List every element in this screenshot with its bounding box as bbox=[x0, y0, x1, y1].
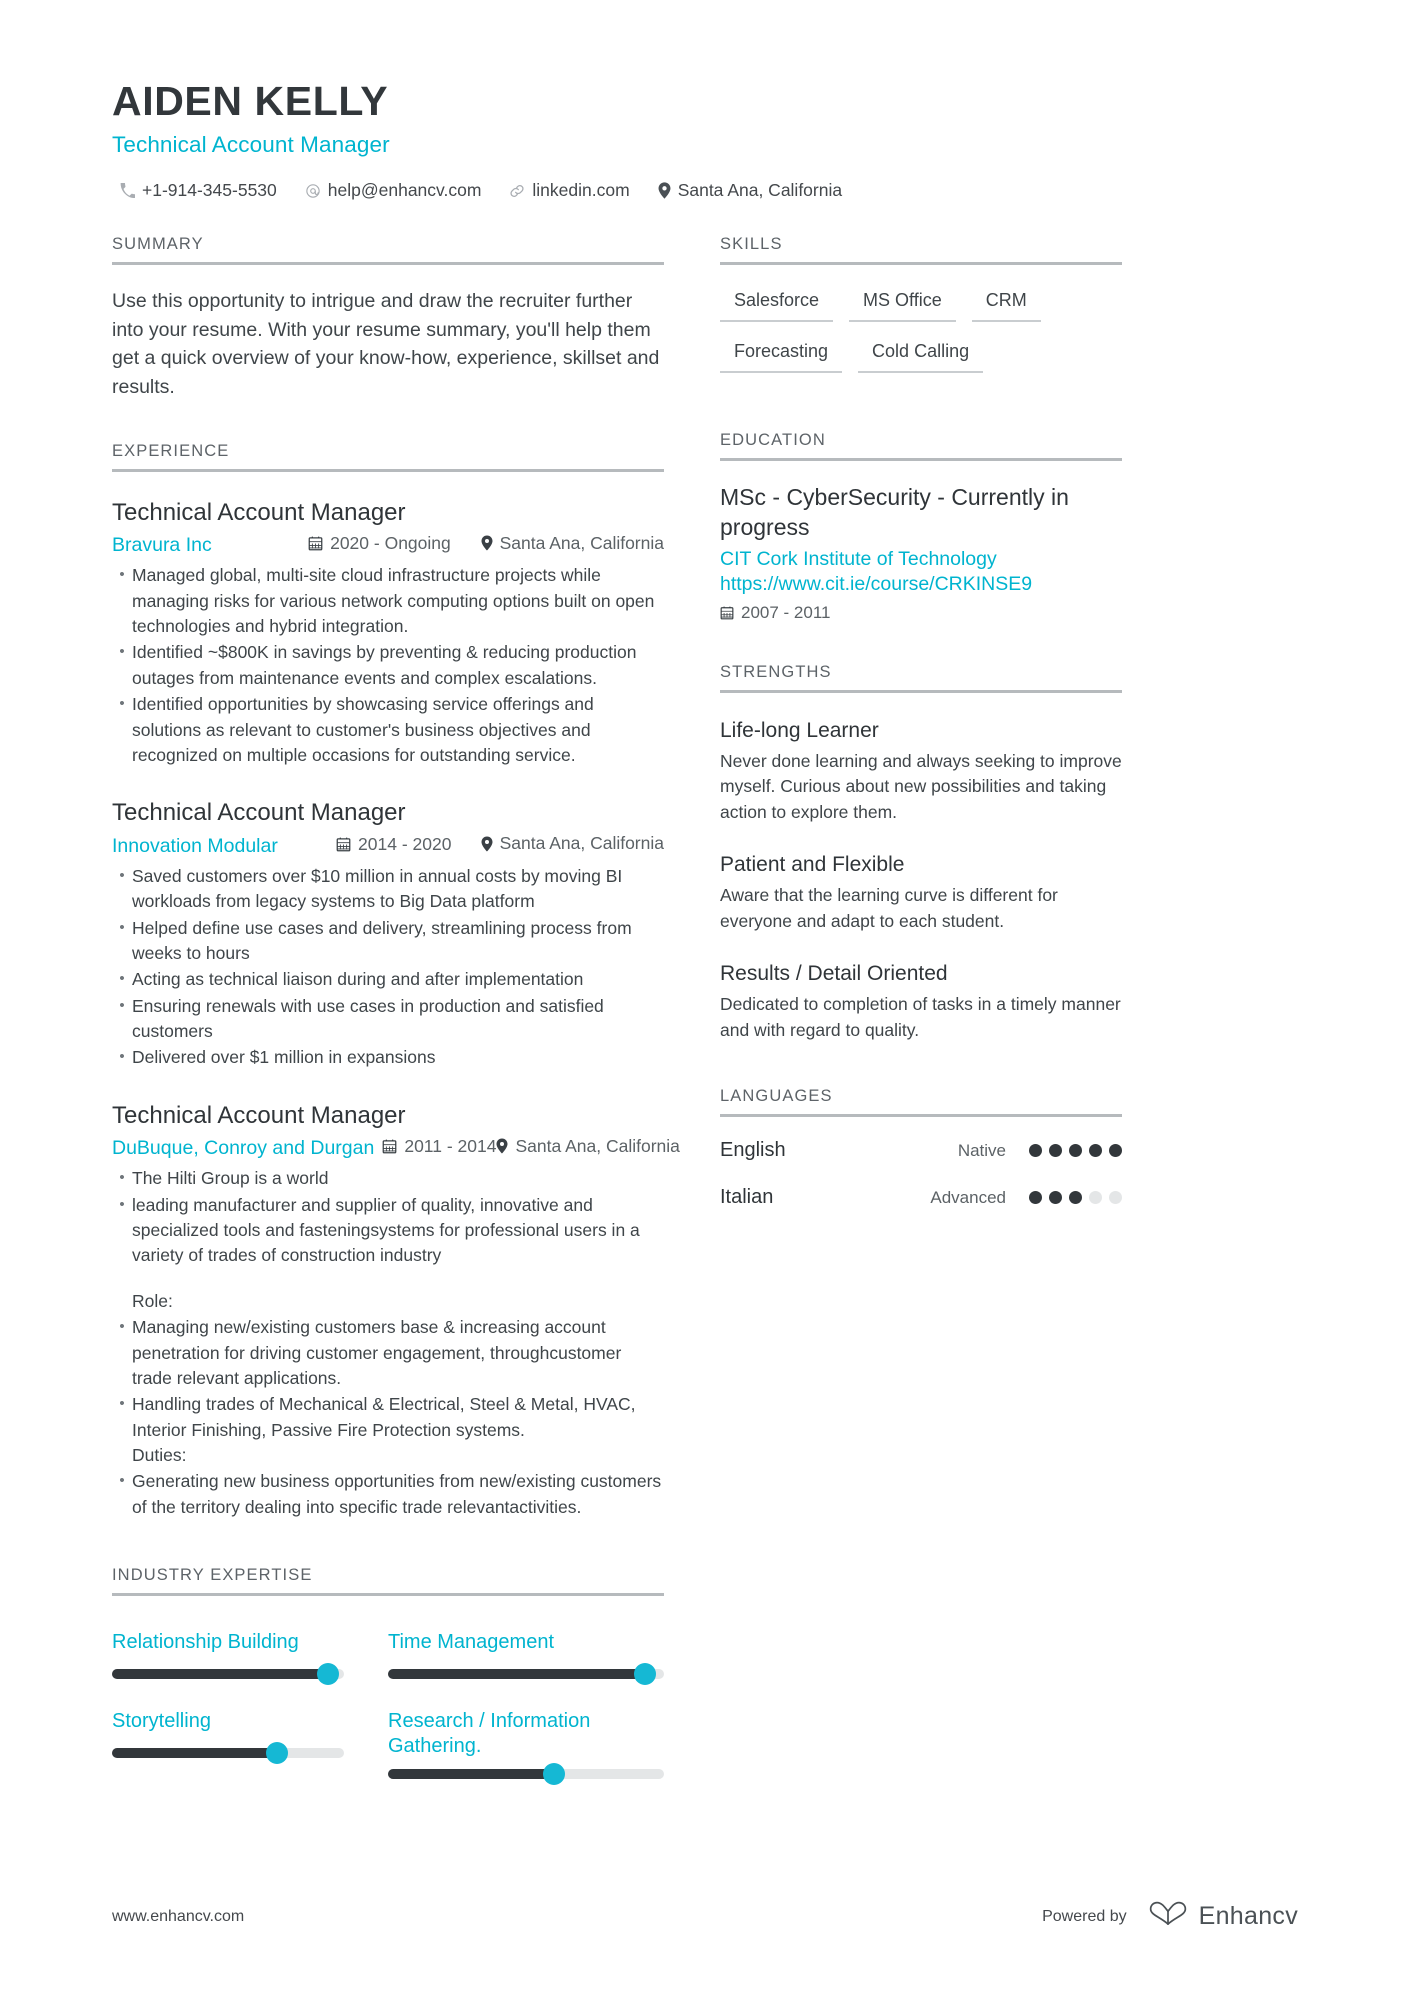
bullet-dot: • bbox=[119, 643, 125, 661]
expertise-label: Storytelling bbox=[112, 1710, 211, 1733]
section-experience bbox=[112, 441, 680, 1520]
bullet-dot: • bbox=[119, 1195, 125, 1213]
bullet-item bbox=[112, 916, 664, 967]
bullet-text: Saved customers over $10 million in annual costs by moving BI workloads from legacy systems to Big Data platform bbox=[132, 865, 623, 912]
calendar-icon bbox=[382, 1139, 397, 1154]
strength-item bbox=[720, 717, 1122, 825]
summary-heading: SUMMARY bbox=[112, 235, 664, 265]
phone-icon bbox=[120, 183, 135, 198]
language-name: Italian bbox=[720, 1186, 774, 1209]
bullet-item bbox=[112, 640, 664, 691]
expertise-label: Time Management bbox=[388, 1631, 554, 1654]
expertise-slider-fill bbox=[388, 1669, 645, 1679]
job-bullets bbox=[112, 1166, 664, 1520]
language-rating bbox=[1022, 1144, 1122, 1157]
job-location bbox=[481, 833, 664, 854]
email-icon bbox=[305, 183, 321, 199]
job-role: Technical Account Manager bbox=[112, 1101, 406, 1129]
experience-item bbox=[112, 498, 664, 769]
skill-tag[interactable]: Cold Calling bbox=[858, 338, 983, 373]
footer-url[interactable]: www.enhancv.com bbox=[112, 1907, 245, 1925]
section-languages bbox=[720, 1087, 1122, 1209]
rating-dot bbox=[1029, 1191, 1042, 1204]
bullet-text: Managing new/existing customers base & increasing account penetration for driving customer engagement, throughcustomer trade relevant applications. bbox=[132, 1317, 622, 1388]
calendar-icon bbox=[720, 606, 734, 620]
page-footer bbox=[112, 1900, 1298, 1933]
education-school[interactable]: CIT Cork Institute of Technology bbox=[720, 548, 997, 571]
bullet-dot: • bbox=[119, 1318, 125, 1336]
expertise-slider-knob[interactable] bbox=[266, 1742, 288, 1764]
bullet-text: leading manufacturer and supplier of quality, innovative and specialized tools and fasteningsystems for professional users in a variety of trades of construction industry bbox=[132, 1194, 640, 1266]
job-company[interactable]: Innovation Modular bbox=[112, 834, 278, 857]
rating-dot bbox=[1069, 1191, 1082, 1204]
section-strengths bbox=[720, 663, 1122, 1044]
industry-expertise-heading: INDUSTRY EXPERTISE bbox=[112, 1566, 664, 1596]
section-education bbox=[720, 431, 1122, 623]
language-item bbox=[720, 1139, 1122, 1162]
expertise-label: Relationship Building bbox=[112, 1631, 299, 1654]
languages-heading: LANGUAGES bbox=[720, 1087, 1122, 1117]
duties-label: Duties: bbox=[132, 1445, 187, 1466]
skill-tag[interactable]: Salesforce bbox=[720, 287, 833, 322]
calendar-icon bbox=[308, 536, 323, 551]
rating-dot bbox=[1069, 1144, 1082, 1157]
contact-row bbox=[112, 180, 1298, 201]
bullet-text: Identified opportunities by showcasing service offerings and solutions as relevant to customer's business objectives and recognized on multiple occasions for outstanding service. bbox=[132, 694, 594, 765]
expertise-slider-knob[interactable] bbox=[543, 1763, 565, 1785]
bullet-dot: • bbox=[119, 1169, 125, 1187]
strength-title: Results / Detail Oriented bbox=[720, 962, 948, 986]
rating-dot bbox=[1109, 1144, 1122, 1157]
rating-dot bbox=[1089, 1144, 1102, 1157]
job-location-text: Santa Ana, California bbox=[499, 532, 664, 553]
calendar-icon bbox=[336, 837, 351, 852]
experience-heading: EXPERIENCE bbox=[112, 442, 664, 472]
expertise-slider[interactable] bbox=[112, 1669, 344, 1679]
bullet-dot: • bbox=[119, 970, 125, 988]
location-icon bbox=[481, 535, 493, 551]
job-date-text: 2014 - 2020 bbox=[358, 833, 452, 854]
language-level: Native bbox=[957, 1140, 1006, 1160]
experience-item bbox=[112, 1101, 680, 1520]
education-date-text: 2007 - 2011 bbox=[741, 602, 831, 622]
enhancv-logo-icon bbox=[1147, 1900, 1189, 1933]
expertise-label: Research / Information Gathering. bbox=[388, 1710, 591, 1758]
language-rating bbox=[1022, 1191, 1122, 1204]
rating-dot bbox=[1029, 1144, 1042, 1157]
expertise-slider-fill bbox=[112, 1669, 328, 1679]
education-item bbox=[720, 483, 1122, 623]
expertise-slider[interactable] bbox=[388, 1769, 664, 1779]
rating-dot bbox=[1089, 1191, 1102, 1204]
right-column bbox=[720, 235, 1122, 1209]
expertise-slider[interactable] bbox=[112, 1748, 344, 1758]
expertise-slider-knob[interactable] bbox=[317, 1663, 339, 1685]
bullet-item bbox=[112, 1193, 664, 1269]
job-company[interactable]: Bravura Inc bbox=[112, 534, 212, 557]
expertise-slider-fill bbox=[112, 1748, 277, 1758]
contact-link[interactable] bbox=[509, 180, 629, 201]
location-icon bbox=[496, 1138, 508, 1154]
job-bullets bbox=[112, 563, 664, 768]
contact-link-text: linkedin.com bbox=[532, 180, 630, 201]
bullet-item bbox=[112, 994, 664, 1045]
left-column bbox=[112, 235, 680, 1778]
rating-dot bbox=[1109, 1191, 1122, 1204]
bullet-text: Helped define use cases and delivery, streamlining process from weeks to hours bbox=[132, 917, 632, 963]
bullet-dot: • bbox=[119, 1395, 125, 1413]
education-heading: EDUCATION bbox=[720, 431, 1122, 461]
strength-description: Aware that the learning curve is different for everyone and adapt to each student. bbox=[720, 885, 1058, 931]
strength-title: Life-long Learner bbox=[720, 718, 879, 742]
education-link[interactable]: https://www.cit.ie/course/CRKINSE9 bbox=[720, 573, 1033, 596]
section-summary bbox=[112, 235, 664, 402]
expertise-slider-fill bbox=[388, 1769, 554, 1779]
education-date bbox=[720, 603, 1122, 623]
resume-header bbox=[112, 78, 1298, 201]
role-label: Role: bbox=[132, 1290, 173, 1311]
job-role: Technical Account Manager bbox=[112, 498, 406, 526]
language-level: Advanced bbox=[930, 1187, 1006, 1207]
job-date bbox=[308, 533, 480, 554]
bullet-dot: • bbox=[119, 566, 125, 584]
job-bullets bbox=[112, 864, 664, 1071]
bullet-text: Managed global, multi-site cloud infrastructure projects while managing risks for various network computing options built on open technologies and hybrid integration. bbox=[132, 565, 655, 637]
expertise-slider[interactable] bbox=[388, 1669, 664, 1679]
skill-tag[interactable]: MS Office bbox=[849, 287, 956, 322]
expertise-slider-knob[interactable] bbox=[634, 1663, 656, 1685]
job-date bbox=[336, 834, 481, 855]
strength-description: Dedicated to completion of tasks in a timely manner and with regard to quality. bbox=[720, 994, 1121, 1040]
powered-by-label: Powered by bbox=[1042, 1907, 1127, 1925]
expertise-grid bbox=[112, 1616, 664, 1778]
bullet-item bbox=[112, 967, 664, 992]
job-location bbox=[481, 533, 664, 554]
job-company[interactable]: DuBuque, Conroy and Durgan bbox=[112, 1137, 375, 1160]
job-location bbox=[496, 1136, 679, 1157]
contact-location bbox=[658, 180, 842, 201]
contact-email-text: help@enhancv.com bbox=[327, 180, 482, 201]
job-location-text: Santa Ana, California bbox=[515, 1135, 680, 1156]
bullet-text: Ensuring renewals with use cases in production and satisfied customers bbox=[132, 995, 604, 1042]
strength-title: Patient and Flexible bbox=[720, 853, 905, 877]
education-degree: MSc - CyberSecurity - Currently in progress bbox=[720, 484, 1069, 540]
bullet-dot: • bbox=[119, 1048, 125, 1066]
skills-heading: SKILLS bbox=[720, 235, 1122, 265]
expertise-item bbox=[112, 1630, 388, 1679]
strength-item bbox=[720, 960, 1122, 1043]
contact-location-text: Santa Ana, California bbox=[677, 180, 843, 201]
bullet-dot: • bbox=[119, 918, 125, 936]
powered-by bbox=[1042, 1900, 1298, 1933]
candidate-job-title: Technical Account Manager bbox=[112, 132, 390, 158]
strength-description: Never done learning and always seeking to improve myself. Curious about new possibilities and taking action to explore them. bbox=[720, 751, 1122, 822]
bullet-text: Identified ~$800K in savings by preventing & reducing production outages from maintenance events and complex escalations. bbox=[132, 642, 637, 688]
bullet-text: Handling trades of Mechanical & Electrical, Steel & Metal, HVAC, Interior Finishing, Passive Fire Protection systems. bbox=[132, 1394, 636, 1440]
bullet-item bbox=[112, 1469, 664, 1520]
strengths-heading: STRENGTHS bbox=[720, 663, 1122, 693]
experience-item bbox=[112, 798, 664, 1071]
bullet-item bbox=[112, 563, 664, 639]
job-date bbox=[382, 1136, 496, 1157]
bullet-text: The Hilti Group is a world bbox=[132, 1168, 329, 1189]
bullet-dot: • bbox=[119, 695, 125, 713]
section-skills bbox=[720, 235, 1122, 389]
expertise-item bbox=[388, 1709, 664, 1778]
job-location-text: Santa Ana, California bbox=[499, 833, 664, 854]
link-icon bbox=[509, 183, 525, 199]
bullet-dot: • bbox=[119, 866, 125, 884]
rating-dot bbox=[1049, 1144, 1062, 1157]
summary-text: Use this opportunity to intrigue and draw the recruiter further into your resume. With your resume summary, you'll help them get a quick overview of your know-how, experience, skillset and results. bbox=[112, 290, 660, 399]
job-role: Technical Account Manager bbox=[112, 799, 406, 827]
bullet-dot: • bbox=[119, 996, 125, 1014]
bullet-item bbox=[112, 1166, 664, 1191]
bullet-item bbox=[112, 1392, 664, 1443]
job-date-text: 2011 - 2014 bbox=[404, 1136, 497, 1157]
language-item bbox=[720, 1186, 1122, 1209]
section-industry-expertise bbox=[112, 1566, 664, 1778]
rating-dot bbox=[1049, 1191, 1062, 1204]
bullet-item bbox=[112, 692, 664, 768]
bullet-item bbox=[112, 864, 664, 915]
skill-tag[interactable]: Forecasting bbox=[720, 338, 842, 373]
bullet-text: Acting as technical liaison during and after implementation bbox=[132, 969, 584, 990]
expertise-item bbox=[112, 1709, 388, 1778]
bullet-item bbox=[112, 1315, 664, 1391]
bullet-text: Delivered over $1 million in expansions bbox=[132, 1047, 436, 1068]
bullet-text: Generating new business opportunities from new/existing customers of the territory dealing into specific trade relevantactivities. bbox=[132, 1471, 662, 1517]
location-icon bbox=[481, 836, 493, 852]
contact-email[interactable] bbox=[305, 180, 482, 201]
strength-item bbox=[720, 851, 1122, 934]
contact-phone-text: +1-914-345-5530 bbox=[142, 180, 277, 201]
contact-phone[interactable] bbox=[120, 180, 277, 201]
bullet-spacer bbox=[112, 1269, 664, 1289]
candidate-name: AIDEN KELLY bbox=[112, 78, 389, 124]
bullet-dot: • bbox=[119, 1472, 125, 1490]
language-name: English bbox=[720, 1139, 786, 1162]
location-icon bbox=[658, 182, 671, 199]
expertise-item bbox=[388, 1630, 664, 1679]
job-date-text: 2020 - Ongoing bbox=[330, 533, 451, 554]
enhancv-brand-name: Enhancv bbox=[1198, 1902, 1298, 1930]
bullet-item bbox=[112, 1045, 664, 1070]
skill-tag[interactable]: CRM bbox=[972, 287, 1041, 322]
enhancv-brand bbox=[1147, 1900, 1298, 1933]
skills-list bbox=[720, 287, 1122, 389]
